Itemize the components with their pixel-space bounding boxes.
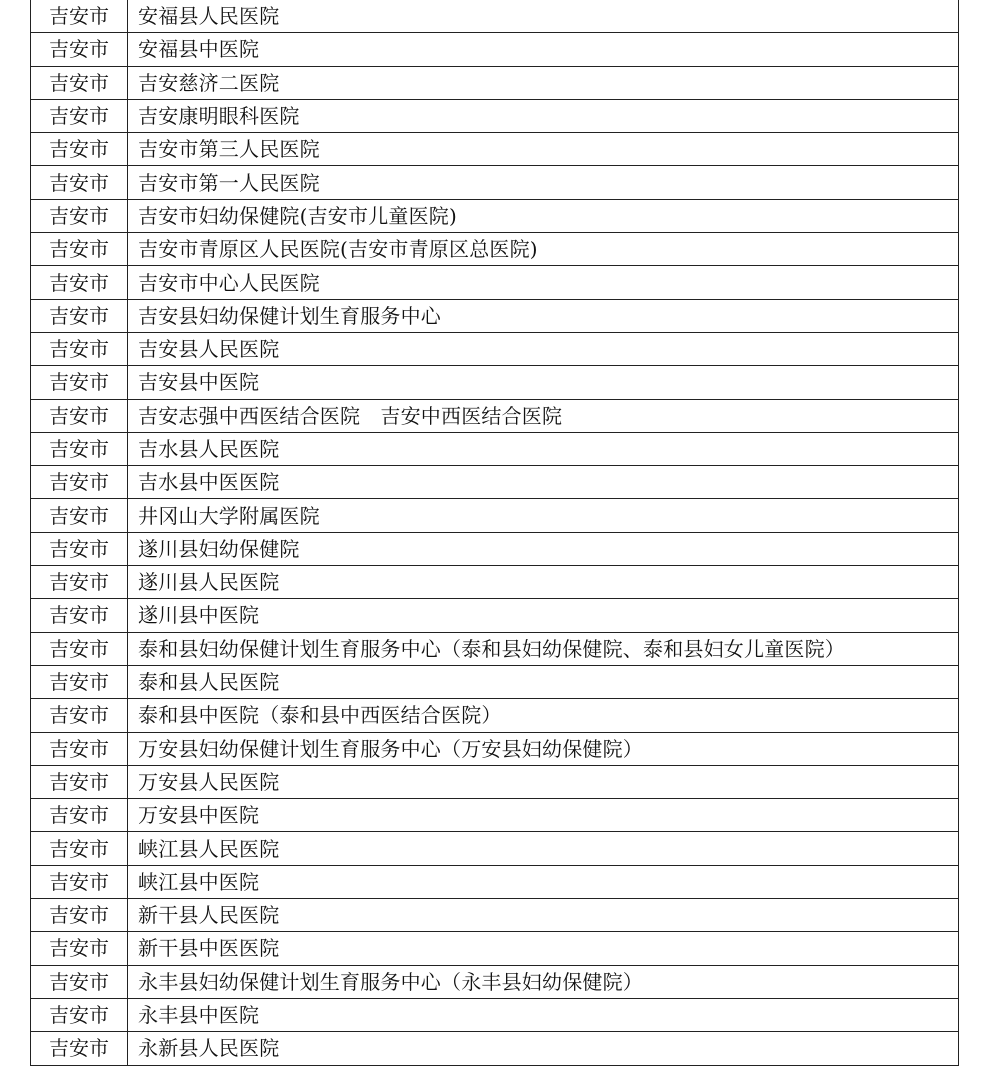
hospital-name-cell: 永丰县中医院	[128, 998, 959, 1031]
table-row	[31, 99, 959, 132]
table-row	[31, 166, 959, 199]
city-cell: 吉安市	[31, 632, 128, 665]
table-row	[31, 665, 959, 698]
city-cell: 吉安市	[31, 399, 128, 432]
hospital-name-cell: 吉水县中医医院	[128, 466, 959, 499]
hospital-name-cell: 泰和县人民医院	[128, 665, 959, 698]
table-row	[31, 266, 959, 299]
city-cell: 吉安市	[31, 166, 128, 199]
city-cell: 吉安市	[31, 0, 128, 33]
hospital-name-cell: 万安县人民医院	[128, 765, 959, 798]
hospital-name-cell: 遂川县中医院	[128, 599, 959, 632]
hospital-name-cell: 吉安县中医院	[128, 366, 959, 399]
city-cell: 吉安市	[31, 33, 128, 66]
city-cell: 吉安市	[31, 765, 128, 798]
table-row	[31, 366, 959, 399]
hospital-name-cell: 吉安市妇幼保健院(吉安市儿童医院)	[128, 199, 959, 232]
hospital-name-cell: 吉安市中心人民医院	[128, 266, 959, 299]
hospital-name-cell: 吉安市青原区人民医院(吉安市青原区总医院)	[128, 233, 959, 266]
hospital-table-body	[31, 0, 959, 1065]
table-row	[31, 133, 959, 166]
city-cell: 吉安市	[31, 233, 128, 266]
city-cell: 吉安市	[31, 932, 128, 965]
hospital-name-cell: 新干县人民医院	[128, 899, 959, 932]
table-row	[31, 599, 959, 632]
hospital-name-cell: 安福县人民医院	[128, 0, 959, 33]
table-row	[31, 899, 959, 932]
hospital-name-cell: 吉安康明眼科医院	[128, 99, 959, 132]
hospital-name-cell: 吉安市第三人民医院	[128, 133, 959, 166]
hospital-table	[30, 0, 959, 1066]
city-cell: 吉安市	[31, 532, 128, 565]
city-cell: 吉安市	[31, 732, 128, 765]
city-cell: 吉安市	[31, 99, 128, 132]
hospital-name-cell: 永丰县妇幼保健计划生育服务中心（永丰县妇幼保健院）	[128, 965, 959, 998]
hospital-name-cell: 安福县中医院	[128, 33, 959, 66]
hospital-name-cell: 吉安县妇幼保健计划生育服务中心	[128, 299, 959, 332]
city-cell: 吉安市	[31, 133, 128, 166]
city-cell: 吉安市	[31, 66, 128, 99]
table-row	[31, 399, 959, 432]
table-row	[31, 566, 959, 599]
table-row	[31, 233, 959, 266]
hospital-name-cell: 泰和县妇幼保健计划生育服务中心（泰和县妇幼保健院、泰和县妇女儿童医院）	[128, 632, 959, 665]
city-cell: 吉安市	[31, 466, 128, 499]
hospital-name-cell: 峡江县人民医院	[128, 832, 959, 865]
hospital-name-cell: 吉水县人民医院	[128, 432, 959, 465]
city-cell: 吉安市	[31, 1032, 128, 1065]
hospital-name-cell: 遂川县人民医院	[128, 566, 959, 599]
hospital-name-cell: 峡江县中医院	[128, 865, 959, 898]
table-row	[31, 1032, 959, 1065]
city-cell: 吉安市	[31, 665, 128, 698]
hospital-name-cell: 新干县中医医院	[128, 932, 959, 965]
city-cell: 吉安市	[31, 965, 128, 998]
city-cell: 吉安市	[31, 499, 128, 532]
city-cell: 吉安市	[31, 699, 128, 732]
table-row	[31, 732, 959, 765]
city-cell: 吉安市	[31, 865, 128, 898]
city-cell: 吉安市	[31, 266, 128, 299]
hospital-name-cell: 吉安志强中西医结合医院 吉安中西医结合医院	[128, 399, 959, 432]
table-row	[31, 466, 959, 499]
city-cell: 吉安市	[31, 899, 128, 932]
hospital-name-cell: 吉安慈济二医院	[128, 66, 959, 99]
city-cell: 吉安市	[31, 199, 128, 232]
table-row	[31, 699, 959, 732]
table-row	[31, 33, 959, 66]
hospital-name-cell: 遂川县妇幼保健院	[128, 532, 959, 565]
table-row	[31, 998, 959, 1031]
table-row	[31, 432, 959, 465]
table-row	[31, 799, 959, 832]
city-cell: 吉安市	[31, 566, 128, 599]
city-cell: 吉安市	[31, 599, 128, 632]
hospital-name-cell: 吉安县人民医院	[128, 332, 959, 365]
table-row	[31, 865, 959, 898]
hospital-name-cell: 永新县人民医院	[128, 1032, 959, 1065]
hospital-name-cell: 井冈山大学附属医院	[128, 499, 959, 532]
hospital-name-cell: 万安县妇幼保健计划生育服务中心（万安县妇幼保健院）	[128, 732, 959, 765]
city-cell: 吉安市	[31, 799, 128, 832]
table-row	[31, 199, 959, 232]
city-cell: 吉安市	[31, 366, 128, 399]
table-row	[31, 532, 959, 565]
hospital-name-cell: 吉安市第一人民医院	[128, 166, 959, 199]
table-row	[31, 0, 959, 33]
city-cell: 吉安市	[31, 332, 128, 365]
table-row	[31, 965, 959, 998]
city-cell: 吉安市	[31, 832, 128, 865]
table-row	[31, 765, 959, 798]
table-row	[31, 832, 959, 865]
city-cell: 吉安市	[31, 432, 128, 465]
hospital-name-cell: 万安县中医院	[128, 799, 959, 832]
hospital-table-sheet	[30, 0, 959, 1066]
table-row	[31, 332, 959, 365]
table-row	[31, 632, 959, 665]
hospital-name-cell: 泰和县中医院（泰和县中西医结合医院）	[128, 699, 959, 732]
table-row	[31, 66, 959, 99]
table-row	[31, 299, 959, 332]
city-cell: 吉安市	[31, 299, 128, 332]
table-row	[31, 499, 959, 532]
city-cell: 吉安市	[31, 998, 128, 1031]
table-row	[31, 932, 959, 965]
